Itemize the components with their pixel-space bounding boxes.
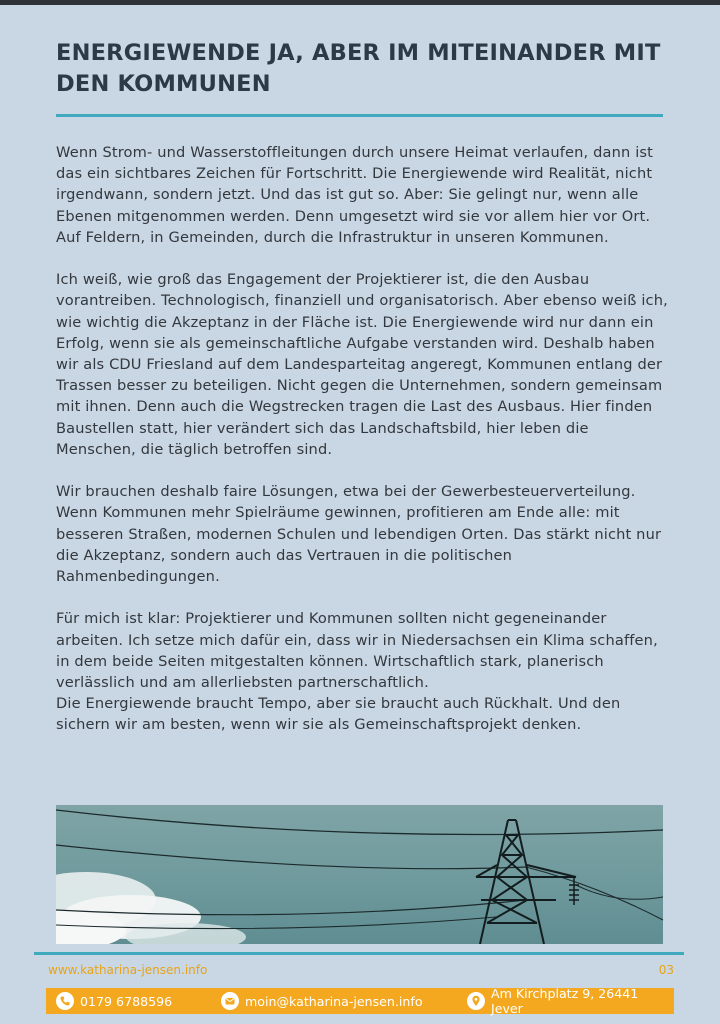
paragraph-1: Wenn Strom- und Wasserstoffleitungen durch unsere Heimat verlaufen, dann ist das ein sichtbares Zeichen für Fortschritt. Die Energiewende wird Realität, nicht irgendwann, sondern jetzt. Und das ist gut so. Aber: Sie gelingt nur, wenn alle Ebenen mitgenommen werden. Denn umgesetzt wird sie vor allem hier vor Ort. Auf Feldern, in Gemeinden, durch die Infrastruktur in unseren Kommunen. [56,144,654,246]
top-edge-bar [0,0,720,5]
contact-phone[interactable] [56,988,172,1014]
paragraph-2: Ich weiß, wie groß das Engagement der Projektierer ist, die den Ausbau vorantreiben. Technologisch, finanziell und organisatorisch. Aber ebenso weiß ich, wie wichtig die Akzeptanz in der Fläche ist. Die Energiewende wird nur dann ein Erfolg, wenn sie als gemeinschaftliche Aufgabe verstanden wird. Deshalb haben wir als CDU Friesland auf dem Landesparteitag angeregt, Kommunen entlang der Trassen besser zu beteiligen. Nicht gegen die Unternehmen, sondern gemeinsam mit ihnen. Denn auch die Wegstrecken tragen die Last des Ausbaus. Hier finden Baustellen statt, hier verändert sich das Landschaftsbild, hier leben die Menschen, die täglich betroffen sind. [56,271,668,458]
footer-divider [34,952,684,955]
postal-address: Am Kirchplatz 9, 26441 Jever [491,986,639,1016]
envelope-icon [221,992,239,1010]
contact-bar [46,988,674,1014]
contact-address[interactable] [467,988,674,1014]
paragraph-5: Die Energiewende braucht Tempo, aber sie braucht auch Rückhalt. Und den sichern wir am besten, wenn wir sie als Gemeinschaftsprojekt denken. [56,695,621,734]
contact-email[interactable] [221,988,423,1014]
paragraph-3: Wir brauchen deshalb faire Lösungen, etwa bei der Gewerbesteuerverteilung. Wenn Kommunen mehr Spielräume gewinnen, profitieren am Ende alle: mit besseren Straßen, modernen Schulen und lebendigen Orten. Das stärkt nicht nur die Akzeptanz, sondern auch das Vertrauen in die politischen Rahmenbedingungen. [56,483,662,586]
title-divider [56,114,663,117]
paragraph-4: Für mich ist klar: Projektierer und Kommunen sollten nicht gegeneinander arbeiten. Ich setze mich dafür ein, dass wir in Niedersachsen ein Klima schaffen, in dem beide Seiten mitgestalten können. Wirtschaftlich stark, planerisch verlässlich und am allerliebsten partnerschaftlich. [56,610,658,692]
article-body [56,142,670,736]
power-pylon-photo [56,805,663,944]
page-title: ENERGIEWENDE JA, ABER IM MITEINANDER MIT DEN KOMMUNEN [56,40,661,97]
phone-number: 0179 6788596 [80,993,173,1009]
location-pin-icon [467,992,485,1010]
email-address: moin@katharina-jensen.info [245,993,423,1009]
phone-icon [56,992,74,1010]
page-number: 03 [658,963,674,977]
footer-website-link[interactable]: www.katharina-jensen.info [48,963,208,977]
